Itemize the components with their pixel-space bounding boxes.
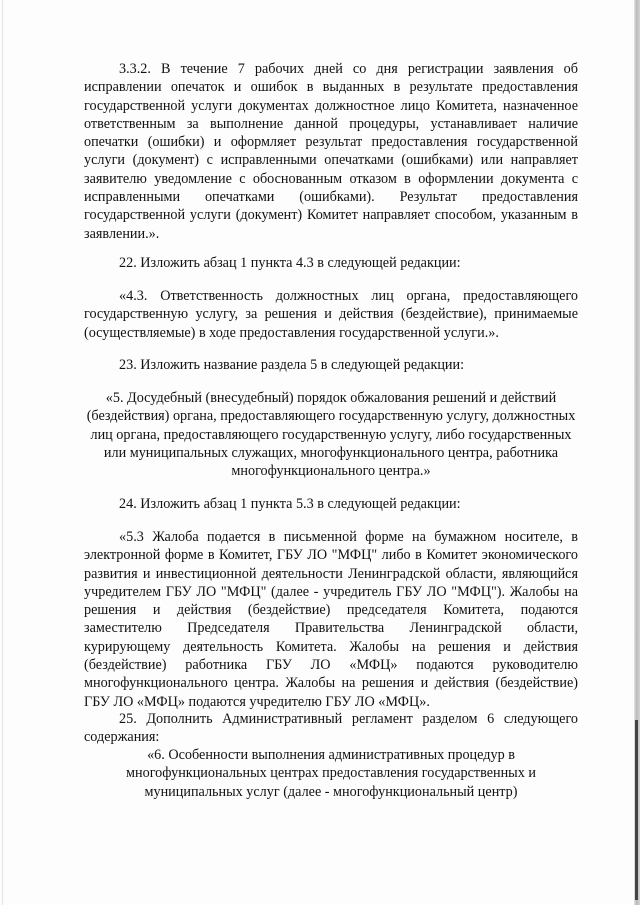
paragraph-item-25: 25. Дополнить Административный регламент разделом 6 следующего содержания: [84,711,578,746]
paragraph-3-3-2: 3.3.2. В течение 7 рабочих дней со дня регистрации заявления об исправлении опечаток и ошибок в выданных в результате предоставления государственной услуги документах должностное лицо Комитета, назначенное ответственным за выполнение данной процедуры, устанавливает наличие опечатки (ошибки) и оформляет результат предоставления государственной услуги (документ) с исправленными опечатками (ошибками) или направляет заявителю уведомление с обоснованным отказом в оформлении документа с исправленными опечатками (ошибками). Результат предоставления государственной услуги (документ) Комитет направляет способом, указанным в заявлении.». [84,61,578,242]
paragraph-4-3-quote: «4.3. Ответственность должностных лиц органа, предоставляющего государственную услугу, за решения и действия (бездействие), принимаемые (осуществляемые) в ходе предоставления государственной услуги.». [84,288,578,341]
section-5-title-quote: «5. Досудебный (внесудебный) порядок обжалования решений и действий (бездействия) органа, предоставляющего государственную услугу, должностных лиц органа, предоставляющего государственную услугу, либо государственных или муниципальных служащих, многофункционального центра, работника многофункционального центра.» [86,390,576,480]
paragraph-item-23: 23. Изложить название раздела 5 в следующей редакции: [119,357,465,373]
scan-left-edge [2,0,3,905]
scan-binding-mark [635,720,638,900]
paragraph-5-3-quote: «5.3 Жалоба подается в письменной форме на бумажном носителе, в электронной форме в Комитет, ГБУ ЛО "МФЦ" либо в Комитет экономического развития и инвестиционной деятельности Ленинградской области, являющийся учредителем ГБУ ЛО "МФЦ" (далее - учредитель ГБУ ЛО "МФЦ"). Жалобы на решения и действия (бездействие) председателя Комитета, подаются заместителю Председателя Правительства Ленинградской области, курирующему деятельность Комитета. Жалобы на решения и действия (бездействие) работника ГБУ ЛО «МФЦ» подаются руководителю многофункционального центра. Жалобы на решения и действия (бездействие) ГБУ ЛО «МФЦ» подаются учредителю ГБУ ЛО «МФЦ». [84,529,578,710]
paragraph-item-24: 24. Изложить абзац 1 пункта 5.3 в следующей редакции: [119,496,461,512]
section-6-title-quote: «6. Особенности выполнения административных процедур в многофункциональных центрах предоставления государственных и муниципальных услуг (далее - многофункциональный центр) [126,747,536,800]
paragraph-item-22: 22. Изложить абзац 1 пункта 4.3 в следующей редакции: [119,255,461,271]
